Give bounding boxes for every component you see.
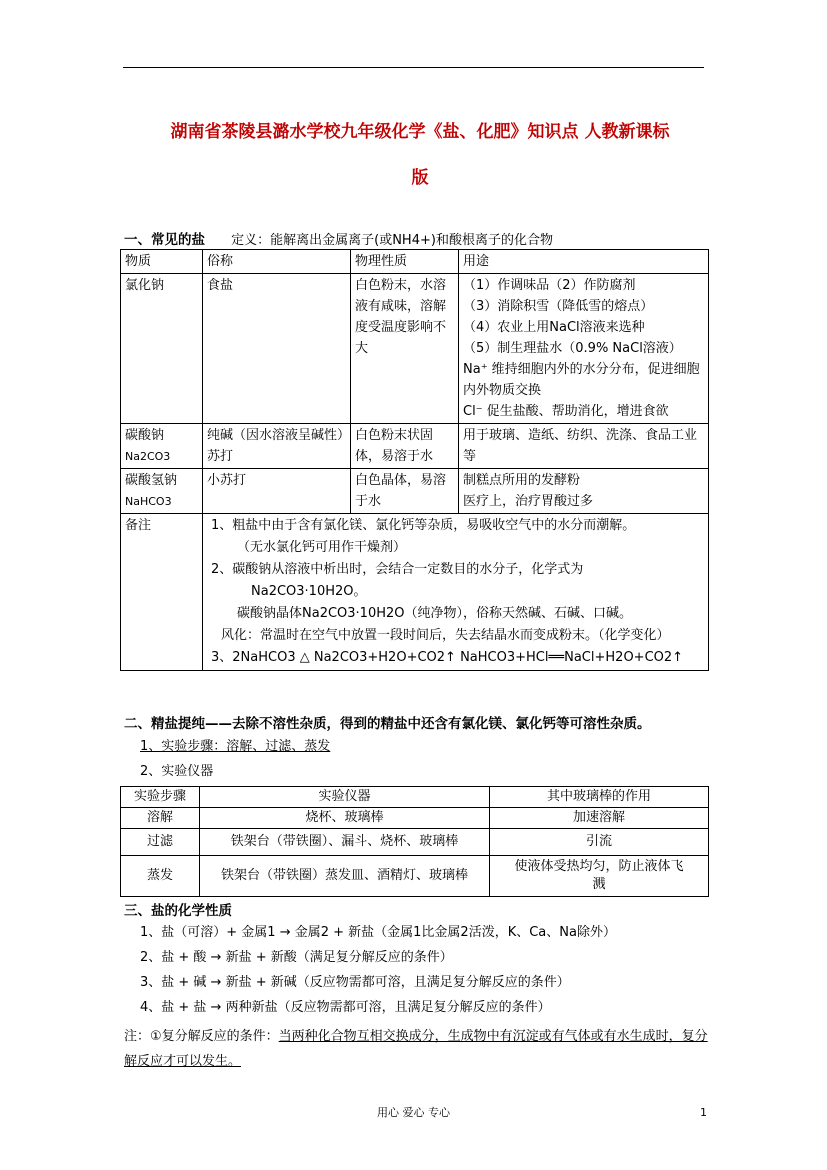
uses-cell (459, 274, 709, 424)
section2-step2: 2、实验仪器 (140, 764, 214, 779)
use-item: Cl⁻ 促生盐酸、帮助消化，增进食欲 (463, 404, 669, 419)
note-line: 风化：常温时在空气中放置一段时间后，失去结晶水而变成粉末。（化学变化） (221, 628, 670, 643)
step-cell: 溶解 (121, 808, 200, 829)
substance-formula: Na2CO3 (125, 450, 171, 463)
note-line: （无水氯化钙可用作干燥剂） (237, 540, 407, 555)
physical-property: 白色粉末，水溶液有咸味，溶解度受温度影响不大 (351, 274, 459, 424)
physical-property: 白色晶体，易溶于水 (351, 469, 459, 514)
section1-heading: 一、常见的盐 (124, 232, 205, 248)
uses-cell (459, 469, 709, 514)
header-cell: 物质 (121, 250, 203, 274)
rod-function-cell: 引流 (490, 829, 709, 856)
use-item: （4）农业上用NaCl溶液来选种 (463, 320, 645, 335)
header-cell: 物理性质 (351, 250, 459, 274)
substance-cell (121, 424, 203, 469)
table-row (121, 829, 709, 856)
section1-header (124, 228, 553, 248)
common-name: 纯碱（因水溶液呈碱性）苏打 (203, 424, 351, 469)
substance-name: 碳酸氢钠 (125, 473, 178, 488)
table-row (121, 808, 709, 829)
header-cell: 实验仪器 (200, 787, 490, 808)
rod-function-cell: 使液体受热均匀，防止液体飞溅 (490, 856, 709, 897)
doc-title-line1: 湖南省茶陵县潞水学校九年级化学《盐、化肥》知识点 人教新课标 (170, 122, 670, 142)
property-item: 3、盐 + 碱 → 新盐 + 新碱（反应物需都可溶，且满足复分解反应的条件） (140, 975, 570, 990)
substance-cell (121, 469, 203, 514)
section3-note (124, 1024, 708, 1074)
equipment-cell: 烧杯、玻璃棒 (200, 808, 490, 829)
footer-motto: 用心 爱心 专心 (377, 1106, 450, 1119)
note-line: 2、碳酸钠从溶液中析出时，会结合一定数目的水分子，化学式为 (211, 562, 584, 577)
table-row (121, 856, 709, 897)
table-row (121, 274, 709, 424)
section2-step1: 1、实验步骤：溶解、过滤、蒸发 (140, 739, 331, 754)
property-item: 4、盐 + 盐 → 两种新盐（反应物需都可溶，且满足复分解反应的条件） (140, 1000, 551, 1015)
header-cell: 用途 (459, 250, 709, 274)
use-item: 医疗上，治疗胃酸过多 (463, 494, 594, 509)
table-row (121, 424, 709, 469)
rod-function-cell: 加速溶解 (490, 808, 709, 829)
equipment-cell: 铁架台（带铁圈）、漏斗、烧杯、玻璃棒 (200, 829, 490, 856)
substance-name: 碳酸钠 (125, 428, 165, 443)
notes-cell (203, 514, 709, 671)
table-row (121, 469, 709, 514)
note-line: Na2CO3·10H2O。 (251, 584, 367, 599)
property-item: 2、盐 + 酸 → 新盐 + 新酸（满足复分解反应的条件） (140, 950, 453, 965)
common-name: 食盐 (203, 274, 351, 424)
property-item: 1、盐（可溶）+ 金属1 → 金属2 + 新盐（金属1比金属2活泼，K、Ca、Na除外） (140, 925, 616, 940)
substance-formula: NaHCO3 (125, 495, 172, 508)
doc-title-line2: 版 (411, 168, 429, 188)
step-cell: 过滤 (121, 829, 200, 856)
note-line: 1、粗盐中由于含有氯化镁、氯化钙等杂质，易吸收空气中的水分而潮解。 (211, 518, 636, 533)
table-header-row (121, 250, 709, 274)
substance-name: 氯化钠 (121, 274, 203, 424)
use-item: 用于玻璃、造纸、纺织、洗涤、食品工业等 (459, 424, 709, 469)
header-cell: 实验步骤 (121, 787, 200, 808)
header-cell: 俗称 (203, 250, 351, 274)
use-item: （3）消除积雪（降低雪的熔点） (463, 299, 654, 314)
page-number: 1 (700, 1106, 707, 1119)
notes-row (121, 514, 709, 671)
equipment-cell: 铁架台（带铁圈）蒸发皿、酒精灯、玻璃棒 (200, 856, 490, 897)
section3-heading: 三、盐的化学性质 (124, 903, 232, 919)
notes-label: 备注 (121, 514, 203, 671)
use-item: Na⁺ 维持细胞内外的水分分布，促进细胞内外物质交换 (463, 362, 700, 398)
section2-heading: 二、精盐提纯——去除不溶性杂质，得到的精盐中还含有氯化镁、氯化钙等可溶性杂质。 (124, 716, 651, 732)
table-header-row (121, 787, 709, 808)
note-underlined: 当两种化合物互相交换成分，生成物中有沉淀或有气体或有水生成时，复分解反应才可以发生。 (124, 1029, 708, 1069)
note-line: 碳酸钠晶体Na2CO3·10H2O（纯净物），俗称天然碱、石碱、口碱。 (237, 606, 632, 621)
use-item: （1）作调味品（2）作防腐剂 (463, 278, 636, 293)
note-prefix: 注：①复分解反应的条件： (124, 1029, 279, 1044)
common-name: 小苏打 (203, 469, 351, 514)
use-item: （5）制生理盐水（0.9% NaCl溶液） (463, 341, 682, 356)
use-item: 制糕点所用的发酵粉 (463, 473, 581, 488)
header-cell: 其中玻璃棒的作用 (490, 787, 709, 808)
step-cell: 蒸发 (121, 856, 200, 897)
equipment-table (120, 786, 709, 897)
physical-property: 白色粉末状固体，易溶于水 (351, 424, 459, 469)
common-salts-table (120, 249, 709, 671)
section1-definition: 定义：能解离出金属离子(或NH4+)和酸根离子的化合物 (231, 233, 553, 248)
header-rule (123, 67, 704, 68)
note-line: 3、2NaHCO3 △ Na2CO3+H2O+CO2↑ NaHCO3+HCl══NaCl+H2O+CO2↑ (211, 650, 684, 665)
